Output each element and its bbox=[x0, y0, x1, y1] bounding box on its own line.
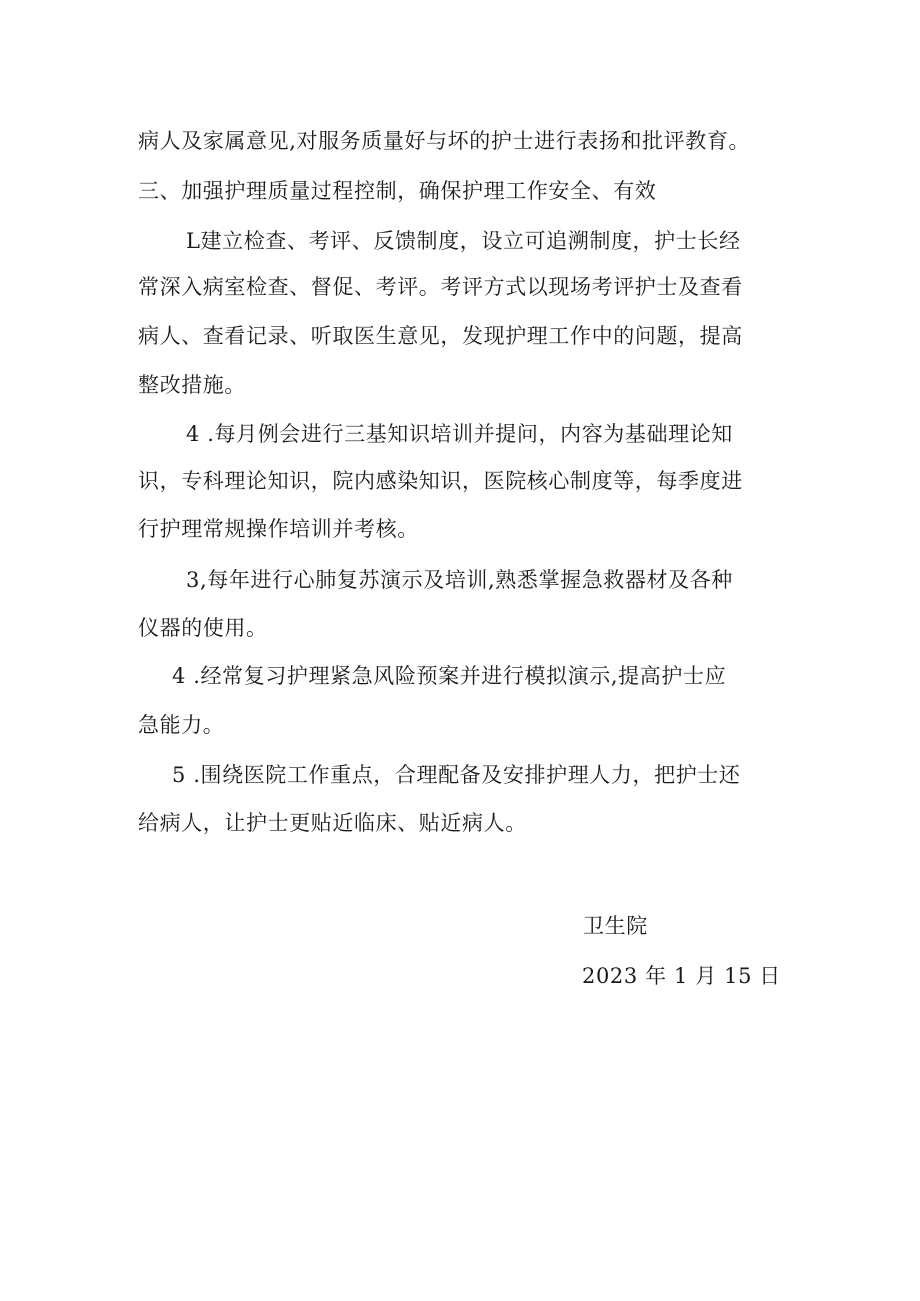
section-heading: 三、加强护理质量过程控制，确保护理工作安全、有效 bbox=[138, 179, 657, 203]
signature-date: 2023 年 1 月 15 日 bbox=[582, 964, 781, 988]
item-1-line-3: 病人、查看记录、听取医生意见，发现护理工作中的问题，提高 bbox=[138, 324, 743, 348]
item-5-line-2: 给病人，让护士更贴近临床、贴近病人。 bbox=[138, 811, 527, 835]
item-1-line-1: L建立检查、考评、反馈制度，设立可追溯制度，护士长经 bbox=[186, 229, 741, 253]
signature-organization: 卫生院 bbox=[583, 914, 648, 938]
item-1-line-2: 常深入病室检查、督促、考评。考评方式以现场考评护士及查看 bbox=[138, 275, 743, 299]
item-3-line-2: 仪器的使用。 bbox=[138, 616, 268, 640]
item-2-line-2: 识，专科理论知识，院内感染知识，医院核心制度等，每季度进 bbox=[138, 469, 743, 493]
item-4-line-2: 急能力。 bbox=[138, 713, 225, 737]
item-2-line-3: 行护理常规操作培训并考核。 bbox=[138, 517, 419, 541]
intro-line-1: 病人及家属意见,对服务质量好与坏的护士进行表扬和批评教育。 bbox=[138, 129, 751, 153]
item-4-line-1: 4 .经常复习护理紧急风险预案并进行模拟演示,提高护士应 bbox=[172, 664, 727, 688]
item-5-line-1: 5 .围绕医院工作重点，合理配备及安排护理人力，把护士还 bbox=[172, 763, 741, 787]
item-2-line-1: 4 .每月例会进行三基知识培训并提问，内容为基础理论知 bbox=[186, 422, 733, 446]
item-3-line-1: 3,每年进行心肺复苏演示及培训,熟悉掌握急救器材及各种 bbox=[186, 568, 733, 592]
item-1-line-4: 整改措施。 bbox=[138, 373, 246, 397]
